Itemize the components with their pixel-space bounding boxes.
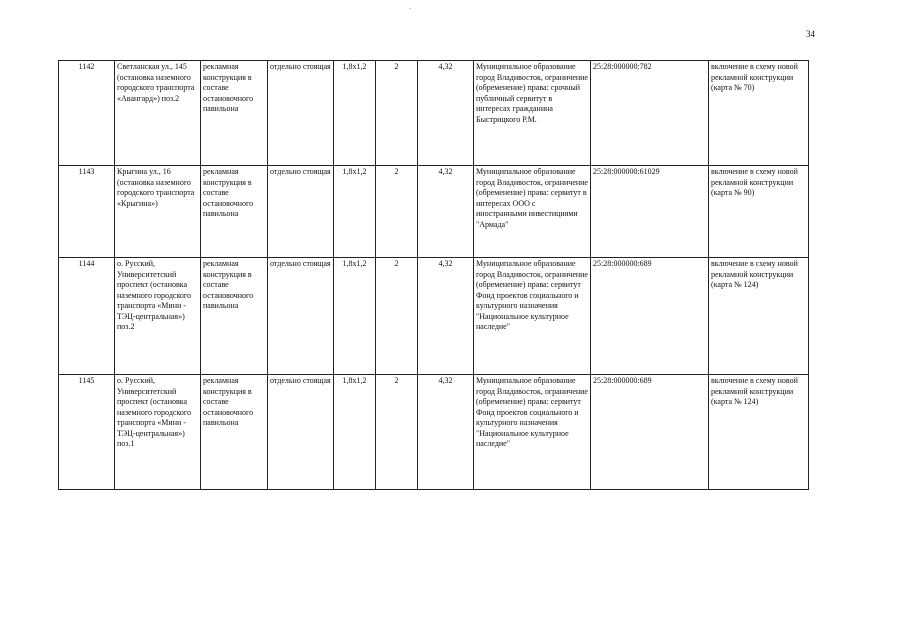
note-cell: включение в схему новой рекламной конструкции (карта № 70)	[709, 61, 809, 166]
type-cell: рекламная конструкция в составе остановочного павильона	[201, 258, 268, 375]
size-cell: 1,8х1,2	[334, 61, 376, 166]
owner-cell: Муниципальное образование город Владивосток, ограничение (обременение) права: срочный публичный сервитут в интересах гражданина Быстрицкого Р.М.	[474, 61, 591, 166]
sides-cell: 2	[376, 61, 418, 166]
owner-cell: Муниципальное образование город Владивосток, ограничение (обременение) права: сервитут Фонд проектов социального и культурного назначения "Национальное культурное наследие"	[474, 375, 591, 490]
sides-cell: 2	[376, 375, 418, 490]
owner-cell: Муниципальное образование город Владивосток, ограничение (обременение) права: сервитут Фонд проектов социального и культурного назначения "Национальное культурное наследие"	[474, 258, 591, 375]
address-cell: Светланская ул., 145 (остановка наземного городского транспорта «Авангард») поз.2	[115, 61, 201, 166]
top-mark: -	[409, 4, 412, 12]
note-cell: включение в схему новой рекламной конструкции (карта № 124)	[709, 375, 809, 490]
cadastral-cell: 25:28:000000:689	[591, 258, 709, 375]
table-row	[59, 61, 809, 166]
address-cell: о. Русский, Университетский проспект (остановка наземного городского транспорта «Мини - ТЭЦ-центральная») поз.2	[115, 258, 201, 375]
area-cell: 4,32	[418, 375, 474, 490]
size-cell: 1,8х1,2	[334, 166, 376, 258]
advertising-structures-table	[58, 60, 809, 490]
cadastral-cell: 25:28:000000:61029	[591, 166, 709, 258]
page-number: 34	[806, 29, 815, 39]
table-row	[59, 166, 809, 258]
type-cell: рекламная конструкция в составе остановочного павильона	[201, 375, 268, 490]
note-cell: включение в схему новой рекламной конструкции (карта № 90)	[709, 166, 809, 258]
note-cell: включение в схему новой рекламной конструкции (карта № 124)	[709, 258, 809, 375]
placement-cell: отдельно стоящая	[268, 258, 334, 375]
row-number: 1143	[59, 166, 115, 258]
table-row	[59, 258, 809, 375]
cadastral-cell: 25:28:000000:782	[591, 61, 709, 166]
row-number: 1142	[59, 61, 115, 166]
row-number: 1144	[59, 258, 115, 375]
type-cell: рекламная конструкция в составе остановочного павильона	[201, 166, 268, 258]
placement-cell: отдельно стоящая	[268, 375, 334, 490]
size-cell: 1,8х1,2	[334, 258, 376, 375]
cadastral-cell: 25:28:000000:689	[591, 375, 709, 490]
area-cell: 4,32	[418, 166, 474, 258]
row-number: 1145	[59, 375, 115, 490]
size-cell: 1,8х1,2	[334, 375, 376, 490]
placement-cell: отдельно стоящая	[268, 166, 334, 258]
placement-cell: отдельно стоящая	[268, 61, 334, 166]
area-cell: 4,32	[418, 258, 474, 375]
area-cell: 4,32	[418, 61, 474, 166]
sides-cell: 2	[376, 166, 418, 258]
address-cell: о. Русский, Университетский проспект (остановка наземного городского транспорта «Мини - ТЭЦ-центральная») поз.1	[115, 375, 201, 490]
type-cell: рекламная конструкция в составе остановочного павильона	[201, 61, 268, 166]
sides-cell: 2	[376, 258, 418, 375]
table-row	[59, 375, 809, 490]
owner-cell: Муниципальное образование город Владивосток, ограничение (обременение) права: сервитут в интересах ООО с иностранными инвестициями "Армада"	[474, 166, 591, 258]
address-cell: Крыгина ул., 16 (остановка наземного городского транспорта «Крыгина»)	[115, 166, 201, 258]
